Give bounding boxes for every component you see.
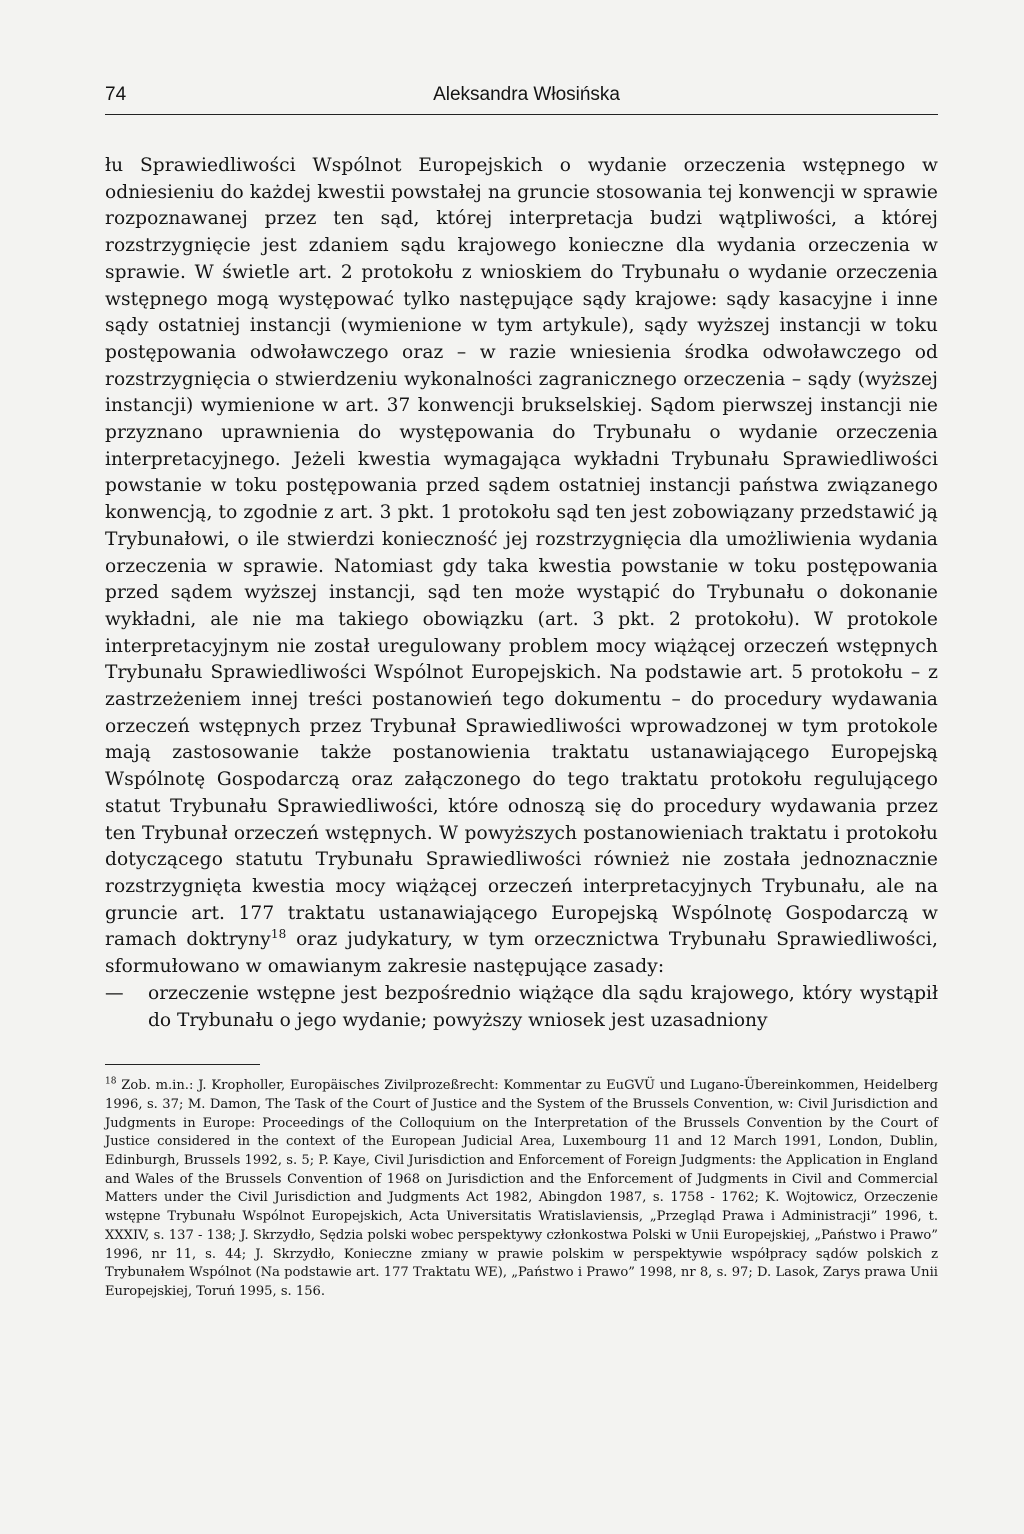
footnote	[105, 1077, 938, 1301]
footnote-number: 18	[105, 1076, 117, 1087]
list-item	[105, 981, 938, 1034]
page	[105, 84, 938, 1302]
running-head-author: Aleksandra Włosińska	[433, 84, 620, 105]
list-item-text: orzeczenie wstępne jest bezpośrednio wiążące dla sądu krajowego, który wystąpił do Trybunału o jego wydanie; powyższy wniosek jest uzasadniony	[148, 982, 938, 1031]
footnote-separator	[105, 1064, 260, 1065]
footnote-text: Zob. m.in.: J. Kropholler, Europäisches Zivilprozeßrecht: Kommentar zu EuGVÜ und Lugano-Übereinkommen, Heidelberg 1996, s. 37; M. Damon, The Task of the Court of Justice and the System of the Brussels Convention, w: Civil Jurisdiction and Judgments in Europe: Proceedings of the Colloquium on the Interpretation of the Brussels Convention by the Court of Justice considered in the context of the European Judicial Area, Luxembourg 11 and 12 March 1991, London, Dublin, Edinburgh, Brussels 1992, s. 5; P. Kaye, Civil Jurisdiction and Enforcement of Foreign Judgments: the Application in England and Wales of the Brussels Convention of 1968 on Jurisdiction and the Enforcement of Judgments in Civil and Commercial Matters under the Civil Jurisdiction and Judgments Act 1982, Abingdon 1987, s. 1758 - 1762; K. Wojtowicz, Orzeczenie wstępne Trybunału Wspólnot Europejskich, Acta Universitatis Wratislaviensis, „Przegląd Prawa i Administracji” 1996, t. XXXIV, s. 137 - 138; J. Skrzydło, Sędzia polski wobec perspektywy członkostwa Polski w Unii Europejskiej, „Państwo i Prawo” 1996, nr 11, s. 44; J. Skrzydło, Konieczne zmiany w prawie polskim w perspektywie współpracy sądów polskich z Trybunałem Wspólnot (Na podstawie art. 177 Traktatu WE), „Państwo i Prawo” 1998, nr 8, s. 97; D. Lasok, Zarys prawa Unii Europejskiej, Toruń 1995, s. 156.	[105, 1078, 938, 1299]
body-text-part-2: oraz judykatury, w tym orzecznictwa Trybunału Sprawiedliwości, sformułowano w omawianym zakresie następujące zasady:	[105, 929, 938, 978]
body-text-part-1: łu Sprawiedliwości Wspólnot Europejskich o wydanie orzeczenia wstępnego w odniesieniu do każdej kwestii powstałej na gruncie stosowania tej konwencji w sprawie rozpoznawanej przez ten sąd, której interpretacja budzi wątpliwości, a której rozstrzygnięcie jest zdaniem sądu krajowego konieczne dla wydania orzeczenia w sprawie. W świetle art. 2 protokołu z wnioskiem do Trybunału o wydanie orzeczenia wstępnego mogą występować tylko następujące sądy krajowe: sądy kasacyjne i inne sądy ostatniej instancji (wymienione w tym artykule), sądy wyższej instancji w toku postępowania odwoławczego oraz – w razie wniesienia środka odwoławczego od rozstrzygnięcia o stwierdzeniu wykonalności zagranicznego orzeczenia – sądy (wyższej instancji) wymienione w art. 37 konwencji brukselskiej. Sądom pierwszej instancji nie przyznano uprawnienia do występowania do Trybunału o wydanie orzeczenia interpretacyjnego. Jeżeli kwestia wymagająca wykładni Trybunału Sprawiedliwości powstanie w toku postępowania przed sądem ostatniej instancji państwa związanego konwencją, to zgodnie z art. 3 pkt. 1 protokołu sąd ten jest zobowiązany przedstawić ją Trybunałowi, o ile stwierdzi konieczność jej rozstrzygnięcia dla umożliwienia wydania orzeczenia w sprawie. Natomiast gdy taka kwestia powstanie w toku postępowania przed sądem wyższej instancji, sąd ten może wystąpić do Trybunału o dokonanie wykładni, ale nie ma takiego obowiązku (art. 3 pkt. 2 protokołu). W protokole interpretacyjnym nie został uregulowany problem mocy wiążącej orzeczeń wstępnych Trybunału Sprawiedliwości Wspólnot Europejskich. Na podstawie art. 5 protokołu – z zastrzeżeniem innej treści postanowień tego dokumentu – do procedury wydawania orzeczeń wstępnych przez Trybunał Sprawiedliwości wprowadzonej w tym protokole mają zastosowanie także postanowienia traktatu ustanawiającego Europejską Wspólnotę Gospodarczą oraz załączonego do tego traktatu protokołu regulującego statut Trybunału Sprawiedliwości, które odnoszą się do procedury wydawania przez ten Trybunał orzeczeń wstępnych. W powyższych postanowieniach traktatu i protokołu dotyczącego statutu Trybunału Sprawiedliwości również nie została jednoznacznie rozstrzygnięta kwestia mocy wiążącej orzeczeń interpretacyjnych Trybunału, ale na gruncie art. 177 traktatu ustanawiającego Europejską Wspólnotę Gospodarczą w ramach doktryny	[105, 155, 938, 951]
running-header	[105, 84, 938, 115]
page-number: 74	[105, 84, 127, 105]
footnote-reference[interactable]: 18	[270, 927, 287, 942]
list-dash: —	[105, 982, 124, 1004]
main-text	[105, 153, 938, 981]
body-paragraph	[105, 153, 938, 981]
